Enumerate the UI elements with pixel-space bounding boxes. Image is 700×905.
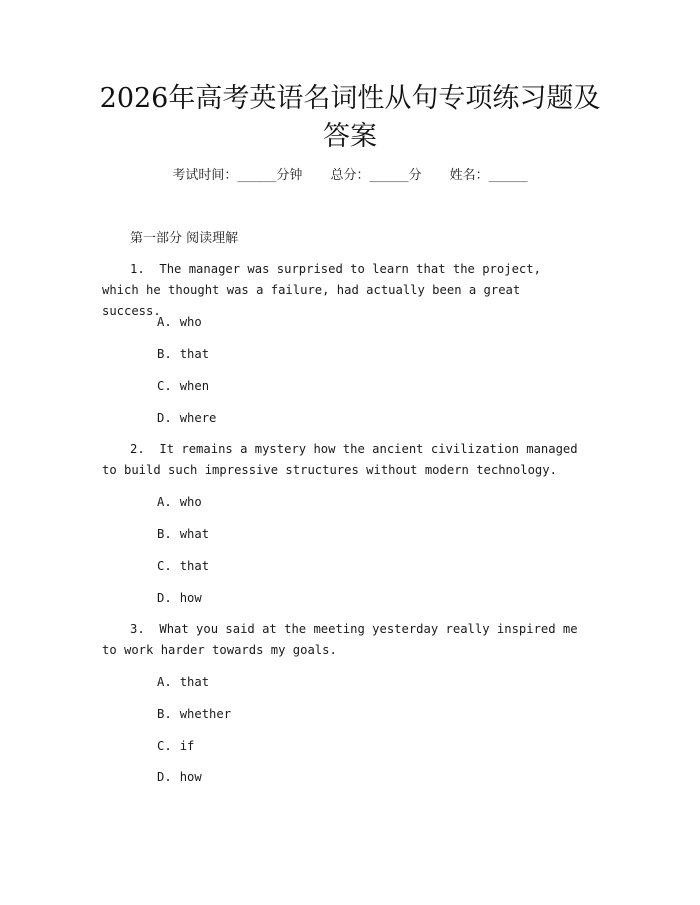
question-number: 2. (130, 442, 145, 456)
option-label: B. (157, 347, 172, 361)
option-text: how (179, 770, 202, 784)
option-text: that (179, 347, 210, 361)
document-title: 2026年高考英语名词性从句专项练习题及答案 (99, 83, 601, 152)
exam-time-blank: ______ (237, 168, 277, 183)
option-text: who (179, 495, 202, 509)
student-name-blank: ______ (488, 168, 528, 183)
option-label: D. (157, 591, 172, 605)
question-1-option-b (157, 344, 209, 364)
total-score-blank: ______ (369, 168, 409, 183)
question-text: It remains a mystery how the ancient civilization managed to build such impressive structures without modern technology. (102, 442, 578, 477)
question-text: What you said at the meeting yesterday really inspired me to work harder towards my goals. (102, 622, 578, 657)
option-label: A. (157, 315, 172, 329)
question-number: 3. (130, 622, 145, 636)
option-label: C. (157, 559, 172, 573)
question-3-option-c (157, 736, 194, 756)
option-text: that (179, 559, 210, 573)
total-score-unit: 分 (408, 168, 422, 183)
exam-time-label: 考试时间： (172, 168, 238, 183)
option-label: A. (157, 675, 172, 689)
question-3 (102, 619, 582, 661)
question-2-option-d (157, 588, 202, 608)
option-text: when (179, 379, 210, 393)
total-score-label: 总分： (330, 168, 370, 183)
exam-info-line (0, 166, 700, 186)
question-1-option-c (157, 376, 209, 396)
student-name-label: 姓名： (449, 168, 489, 183)
question-1-option-d (157, 408, 216, 428)
option-text: how (179, 591, 202, 605)
option-text: that (179, 675, 210, 689)
question-3-option-b (157, 704, 231, 724)
option-text: where (179, 411, 217, 425)
option-label: B. (157, 707, 172, 721)
question-text: The manager was surprised to learn that the project, which he thought was a failure, had actually been a great success. (102, 262, 541, 318)
option-label: C. (157, 379, 172, 393)
student-name-field (450, 166, 528, 186)
exam-time-field (172, 166, 302, 186)
option-label: C. (157, 739, 172, 753)
question-number: 1. (130, 262, 145, 276)
question-2-option-b (157, 524, 209, 544)
question-2 (102, 439, 582, 481)
question-3-option-a (157, 672, 209, 692)
option-label: B. (157, 527, 172, 541)
question-2-option-a (157, 492, 202, 512)
question-2-option-c (157, 556, 209, 576)
exam-time-unit: 分钟 (276, 168, 303, 183)
question-3-option-d (157, 767, 202, 787)
total-score-field (330, 166, 421, 186)
option-text: if (179, 739, 195, 753)
option-label: D. (157, 770, 172, 784)
option-text: whether (179, 707, 232, 721)
section-title: 第一部分 阅读理解 (130, 231, 239, 246)
option-text: who (179, 315, 202, 329)
option-label: D. (157, 411, 172, 425)
question-1-option-a (157, 312, 202, 332)
option-label: A. (157, 495, 172, 509)
option-text: what (179, 527, 210, 541)
